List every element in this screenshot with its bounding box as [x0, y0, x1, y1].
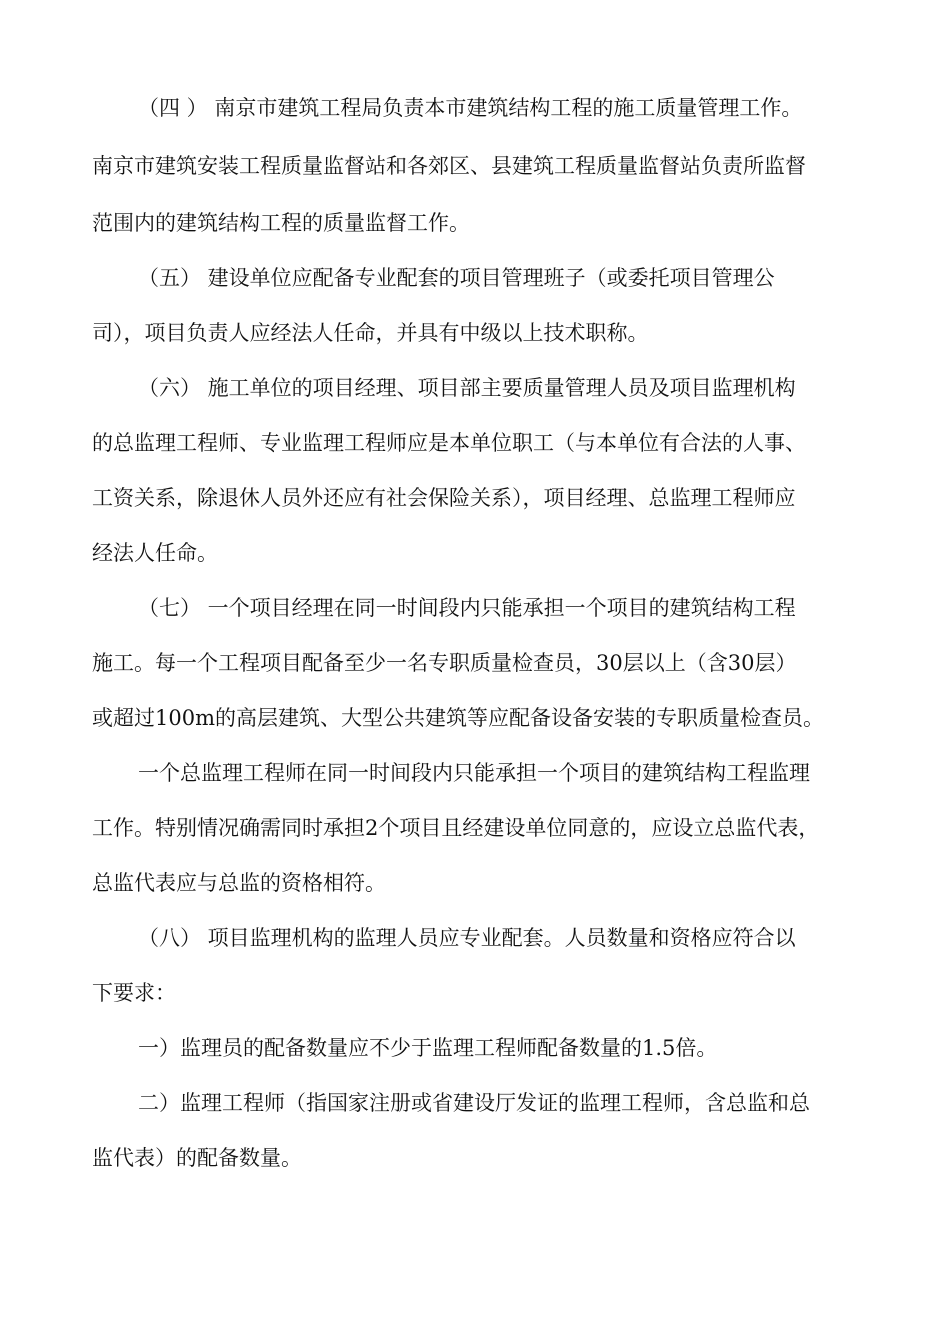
clause-8-line-1: （八） 项目监理机构的监理人员应专业配套。人员数量和资格应符合以	[138, 926, 796, 950]
clause-7-line-2: 施工。每一个工程项目配备至少一名专职质量检查员，30层以上（含30层）	[92, 651, 797, 675]
requirement-2-line-2: 监代表）的配备数量。	[92, 1146, 302, 1170]
clause-8-line-2: 下要求：	[92, 981, 176, 1005]
clause-6-line-4: 经法人任命。	[92, 541, 218, 565]
requirement-1: 一）监理员的配备数量应不少于监理工程师配备数量的1.5倍。	[138, 1036, 718, 1060]
clause-5-line-1: （五） 建设单位应配备专业配套的项目管理班子（或委托项目管理公	[138, 266, 775, 290]
clause-4-line-3: 范围内的建筑结构工程的质量监督工作。	[92, 211, 470, 235]
clause-6-line-2: 的总监理工程师、专业监理工程师应是本单位职工（与本单位有合法的人事、	[92, 431, 806, 455]
clause-6-line-3: 工资关系，除退休人员外还应有社会保险关系），项目经理、总监理工程师应	[92, 486, 796, 510]
clause-4-line-2: 南京市建筑安装工程质量监督站和各郊区、县建筑工程质量监督站负责所监督	[92, 154, 806, 178]
clause-7-line-3: 或超过100m的高层建筑、大型公共建筑等应配备设备安装的专职质量检查员。	[92, 706, 824, 730]
supervisor-paragraph-line-3: 总监代表应与总监的资格相符。	[92, 871, 386, 895]
requirement-2-line-1: 二）监理工程师（指国家注册或省建设厅发证的监理工程师，含总监和总	[138, 1091, 810, 1115]
supervisor-paragraph-line-2: 工作。特别情况确需同时承担2个项目且经建设单位同意的，应设立总监代表，	[92, 816, 820, 840]
clause-5-line-2: 司），项目负责人应经法人任命，并具有中级以上技术职称。	[92, 321, 649, 345]
clause-4-line-1: （四 ） 南京市建筑工程局负责本市建筑结构工程的施工质量管理工作。	[138, 96, 803, 120]
clause-7-line-1: （七） 一个项目经理在同一时间段内只能承担一个项目的建筑结构工程	[138, 596, 796, 620]
supervisor-paragraph-line-1: 一个总监理工程师在同一时间段内只能承担一个项目的建筑结构工程监理	[138, 761, 810, 785]
clause-6-line-1: （六） 施工单位的项目经理、项目部主要质量管理人员及项目监理机构	[138, 376, 796, 400]
